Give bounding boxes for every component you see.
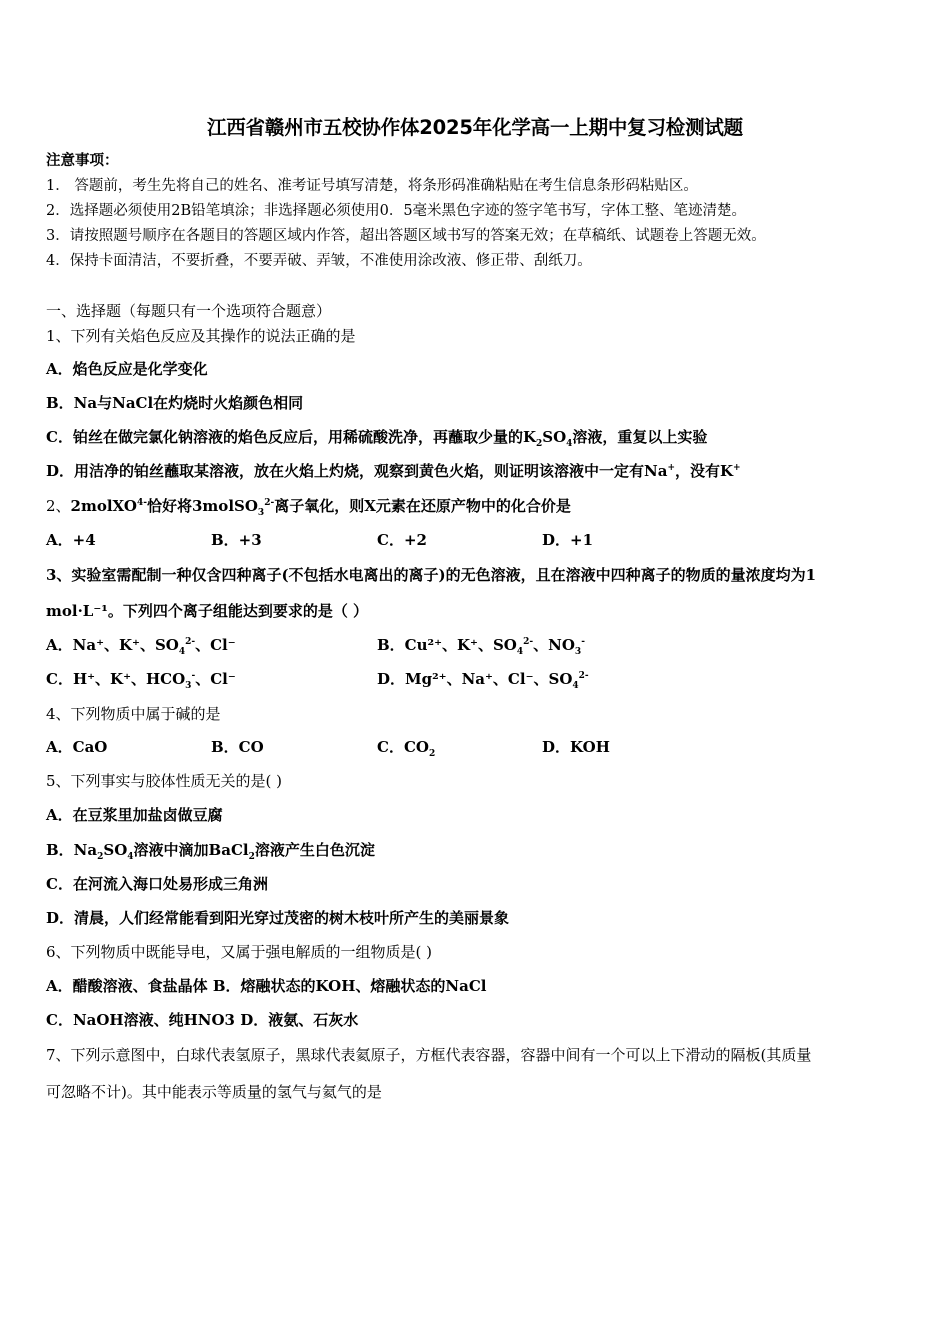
subscript: 2 xyxy=(248,852,255,862)
q3-option-c xyxy=(46,669,236,689)
text: 、Cl⁻ xyxy=(195,670,236,688)
q3-option-b xyxy=(377,635,585,655)
q5-option-b xyxy=(46,840,375,860)
question-5-stem: 5、下列事实与胶体性质无关的是( ) xyxy=(46,772,283,790)
superscript: + xyxy=(667,463,675,473)
superscript: + xyxy=(733,463,741,473)
notice-heading: 注意事项： xyxy=(46,152,119,169)
notice-item: 1． 答题前，考生先将自己的姓名、准考证号填写清楚，将条形码准确粘贴在考生信息条形码粘贴区。 xyxy=(46,178,698,194)
text: ，没有K xyxy=(675,462,734,480)
subscript: 2 xyxy=(97,852,104,862)
subscript: 4 xyxy=(516,647,524,657)
text: C．H⁺、K⁺、HCO xyxy=(46,670,186,688)
text: 恰好将3molSO xyxy=(147,497,258,515)
subscript: 2 xyxy=(428,749,436,759)
superscript: 2- xyxy=(523,637,534,647)
question-3-stem-cont: mol·L⁻¹。下列四个离子组能达到要求的是（ ） xyxy=(46,602,369,620)
text: 离子氧化，则X元素在还原产物中的化合价是 xyxy=(274,497,571,515)
subscript: 3 xyxy=(185,681,192,691)
q5-option-a: A．在豆浆里加盐卤做豆腐 xyxy=(46,806,223,824)
notice-item: 4．保持卡面清洁，不要折叠，不要弄破、弄皱，不准使用涂改液、修正带、刮纸刀。 xyxy=(46,253,592,269)
q2-option-d: D．+1 xyxy=(542,531,594,549)
q4-option-d: D．KOH xyxy=(542,738,610,756)
text: 溶液，重复以上实验 xyxy=(572,428,708,446)
text: 2molXO xyxy=(70,497,137,515)
subscript: 4 xyxy=(566,439,573,449)
superscript: - xyxy=(191,671,196,681)
notice-item: 3．请按照题号顺序在各题目的答题区域内作答，超出答题区域书写的答案无效；在草稿纸、试题卷上答题无效。 xyxy=(46,228,766,244)
text: 2、 xyxy=(46,497,71,515)
q5-option-d: D．清晨，人们经常能看到阳光穿过茂密的树木枝叶所产生的美丽景象 xyxy=(46,909,510,927)
q4-option-a: A．CaO xyxy=(46,738,108,756)
superscript: 4- xyxy=(137,498,147,508)
section-heading: 一、选择题（每题只有一个选项符合题意） xyxy=(46,302,332,320)
subscript: 3 xyxy=(574,647,582,657)
subscript: 2 xyxy=(535,439,543,449)
text: D．Mg²⁺、Na⁺、Cl⁻、SO xyxy=(377,670,573,688)
text: SO xyxy=(542,428,567,446)
q5-option-c: C．在河流入海口处易形成三角洲 xyxy=(46,875,268,893)
subscript: 4 xyxy=(127,852,134,862)
q4-option-c xyxy=(377,737,435,757)
q2-option-c: C．+2 xyxy=(377,531,427,549)
superscript: 2- xyxy=(578,671,589,681)
text: 、NO xyxy=(533,636,575,654)
q2-option-b: B．+3 xyxy=(211,531,262,549)
q6-options-ab: A．醋酸溶液、食盐晶体 B．熔融状态的KOH、熔融状态的NaCl xyxy=(46,977,487,995)
subscript: 3 xyxy=(257,508,265,518)
question-7-stem-cont: 可忽略不计)。其中能表示等质量的氢气与氦气的是 xyxy=(46,1083,382,1101)
superscript: 2- xyxy=(264,498,275,508)
q6-options-cd: C．NaOH溶液、纯HNO3 D．液氨、石灰水 xyxy=(46,1011,359,1029)
q2-option-a: A．+4 xyxy=(46,531,96,549)
question-1-stem: 1、下列有关焰色反应及其操作的说法正确的是 xyxy=(46,327,356,345)
question-6-stem: 6、下列物质中既能导电，又属于强电解质的一组物质是( ) xyxy=(46,943,433,961)
text: B．Na xyxy=(46,841,98,859)
page-title: 江西省赣州市五校协作体2025年化学高一上期中复习检测试题 xyxy=(207,116,743,139)
text: 溶液产生白色沉淀 xyxy=(254,841,375,859)
question-4-stem: 4、下列物质中属于碱的是 xyxy=(46,705,221,723)
q1-option-b: B．Na与NaCl在灼烧时火焰颜色相同 xyxy=(46,394,304,412)
q3-option-d xyxy=(377,669,589,689)
notice-item: 2．选择题必须使用2B铅笔填涂；非选择题必须使用0．5毫米黑色字迹的签字笔书写，字体工整、笔迹清楚。 xyxy=(46,203,747,219)
text: A．Na⁺、K⁺、SO xyxy=(46,636,179,654)
q1-option-c xyxy=(46,427,707,447)
text: C．CO xyxy=(377,738,429,756)
superscript: 2- xyxy=(185,637,196,647)
text: B．Cu²⁺、K⁺、SO xyxy=(377,636,517,654)
subscript: 4 xyxy=(572,681,579,691)
question-2-stem xyxy=(46,496,571,516)
question-7-stem: 7、下列示意图中，白球代表氢原子，黑球代表氦原子，方框代表容器，容器中间有一个可以上下滑动的隔板(其质量 xyxy=(46,1046,812,1064)
subscript: 4 xyxy=(178,647,186,657)
text: SO xyxy=(103,841,128,859)
text: D．用洁净的铂丝蘸取某溶液，放在火焰上灼烧，观察到黄色火焰，则证明该溶液中一定有Na xyxy=(46,462,668,480)
text: C．铂丝在做完氯化钠溶液的焰色反应后，用稀硫酸洗净，再蘸取少量的K xyxy=(46,428,536,446)
text: 、Cl⁻ xyxy=(195,636,236,654)
q1-option-a: A．焰色反应是化学变化 xyxy=(46,360,208,378)
q1-option-d xyxy=(46,461,741,481)
text: 溶液中滴加BaCl xyxy=(133,841,249,859)
q3-option-a xyxy=(46,635,236,655)
superscript: - xyxy=(581,637,585,647)
question-3-stem: 3、实验室需配制一种仅含四种离子(不包括水电离出的离子)的无色溶液，且在溶液中四种离子的物质的量浓度均为1 xyxy=(46,566,817,584)
q4-option-b: B．CO xyxy=(211,738,264,756)
